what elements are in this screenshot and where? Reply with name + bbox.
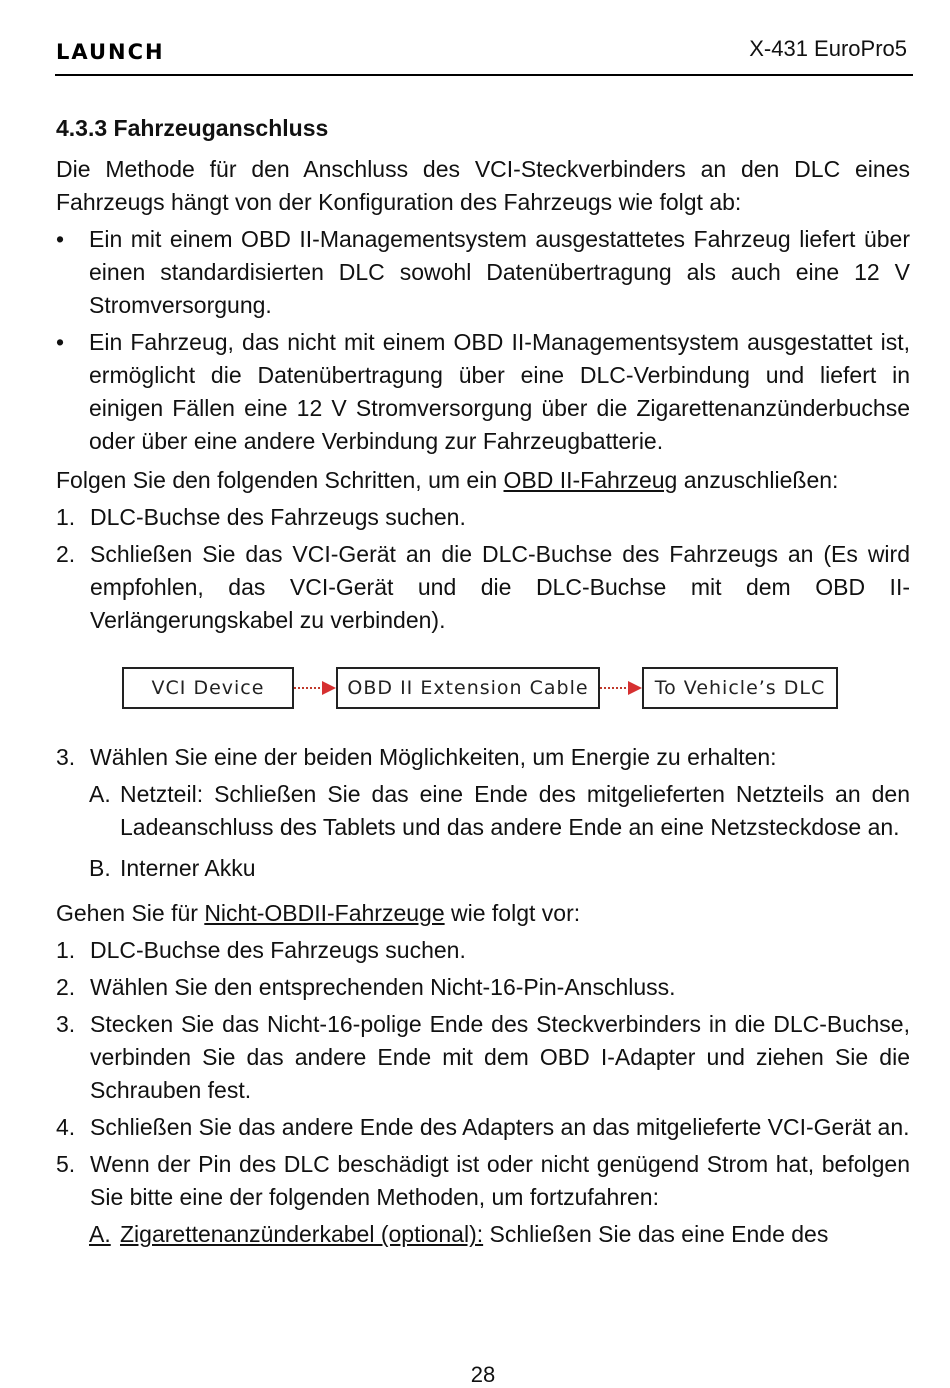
step-text: Wenn der Pin des DLC beschädigt ist oder nicht genügend Strom hat, befolgen Sie bitte eine der folgenden Methoden, um fortzufahren: <box>90 1151 910 1210</box>
step-text: Schließen Sie das andere Ende des Adapters an das mitgelieferte VCI-Gerät an. <box>90 1114 910 1140</box>
nonobd-lead <box>56 897 910 930</box>
nonobd-steps <box>56 934 910 1214</box>
list-item <box>56 1111 910 1144</box>
nonobd-link[interactable]: Nicht-OBDII-Fahrzeuge <box>204 900 445 926</box>
lead-text: wie folgt vor: <box>444 900 581 926</box>
product-model: X-431 EuroPro5 <box>749 36 907 61</box>
lead-text: Gehen Sie für <box>56 900 205 926</box>
option-text: Schließen Sie das eine Ende des <box>483 1221 829 1247</box>
connector-arrow-line <box>600 687 630 689</box>
bullet-mark: • <box>56 226 65 252</box>
step-number: 5. <box>56 1151 76 1177</box>
bullet-mark: • <box>56 329 65 355</box>
list-item <box>56 501 910 534</box>
option-mark: A. <box>89 781 111 807</box>
extension-cable-box: OBD II Extension Cable <box>336 667 600 709</box>
section-intro: Die Methode für den Anschluss des VCI-Steckverbinders an den DLC eines Fahrzeugs hängt von der Konfiguration des Fahrzeugs wie folgt ab: <box>56 156 910 215</box>
list-item <box>56 538 910 637</box>
step-text: Stecken Sie das Nicht-16-polige Ende des Steckverbinders in die DLC-Buchse, verbinden Sie das andere Ende mit dem OBD I-Adapter und ziehen Sie die Schrauben fest. <box>90 1011 910 1103</box>
step-number: 2. <box>56 974 76 1000</box>
bullet-item <box>56 326 910 458</box>
step-text: DLC-Buchse des Fahrzeugs suchen. <box>90 937 466 963</box>
option-mark: B. <box>89 855 111 881</box>
lead-text: anzuschließen: <box>677 467 839 493</box>
step-number: 4. <box>56 1114 76 1140</box>
list-item <box>56 1148 910 1214</box>
bullet-list <box>56 223 910 458</box>
bullet-item <box>56 223 910 322</box>
vci-device-box: VCI Device <box>122 667 294 709</box>
option-text: Interner Akku <box>120 855 256 881</box>
step-text: DLC-Buchse des Fahrzeugs suchen. <box>90 504 466 530</box>
step-number: 1. <box>56 504 76 530</box>
option-mark: A. <box>89 1221 111 1247</box>
cigarette-cable-link[interactable]: Zigarettenanzünderkabel (optional): <box>120 1221 484 1247</box>
obd2-steps <box>56 501 910 637</box>
step-number: 3. <box>56 744 76 770</box>
bullet-text: Ein mit einem OBD II-Managementsystem ausgestattetes Fahrzeug liefert über einen standardisierten DLC sowohl Datenübertragung als auch eine 12 V Stromversorgung. <box>89 226 910 318</box>
page-number: 28 <box>470 1362 496 1387</box>
vehicle-dlc-box: To Vehicle’s DLC <box>642 667 838 709</box>
connection-diagram <box>56 647 910 731</box>
option-text: Netzteil: Schließen Sie das eine Ende des mitgelieferten Netzteils an den Ladeanschluss des Tablets und das andere Ende an eine Netzsteckdose an. <box>120 781 910 840</box>
page-content <box>56 113 910 1259</box>
section-title: 4.3.3 Fahrzeuganschluss <box>56 115 329 141</box>
option-item <box>56 778 910 844</box>
step-text: Wählen Sie eine der beiden Möglichkeiten, um Energie zu erhalten: <box>90 744 777 770</box>
obd2-steps-continued <box>56 741 910 774</box>
option-item <box>56 852 910 885</box>
bullet-text: Ein Fahrzeug, das nicht mit einem OBD II-Managementsystem ausgestattet ist, ermöglicht die Datenübertragung über eine DLC-Verbindung und liefert in einigen Fällen eine 12 V Stromversorgung über die Zigarettenanzünderbuchse oder über eine andere Verbindung zur Fahrzeugbatterie. <box>89 329 910 454</box>
list-item <box>56 1008 910 1107</box>
list-item <box>56 741 910 774</box>
list-item <box>56 971 910 1004</box>
option-item <box>56 1218 910 1251</box>
brand-logo: LAUNCH <box>56 40 165 64</box>
page-header <box>55 36 913 76</box>
list-item <box>56 934 910 967</box>
arrow-right-icon <box>322 681 336 695</box>
step-text: Wählen Sie den entsprechenden Nicht-16-Pin-Anschluss. <box>90 974 676 1000</box>
lead-text: Folgen Sie den folgenden Schritten, um ein <box>56 467 504 493</box>
arrow-right-icon <box>628 681 642 695</box>
power-options <box>56 778 910 885</box>
step-text: Schließen Sie das VCI-Gerät an die DLC-Buchse des Fahrzeugs an (Es wird empfohlen, das VCI-Gerät und die DLC-Buchse mit dem OBD II-Verlängerungskabel zu verbinden). <box>90 541 910 633</box>
step-number: 3. <box>56 1011 76 1037</box>
connector-arrow-line <box>294 687 324 689</box>
step-number: 2. <box>56 541 76 567</box>
obd2-link[interactable]: OBD II-Fahrzeug <box>503 467 678 493</box>
step-number: 1. <box>56 937 76 963</box>
obd2-lead <box>56 464 910 497</box>
